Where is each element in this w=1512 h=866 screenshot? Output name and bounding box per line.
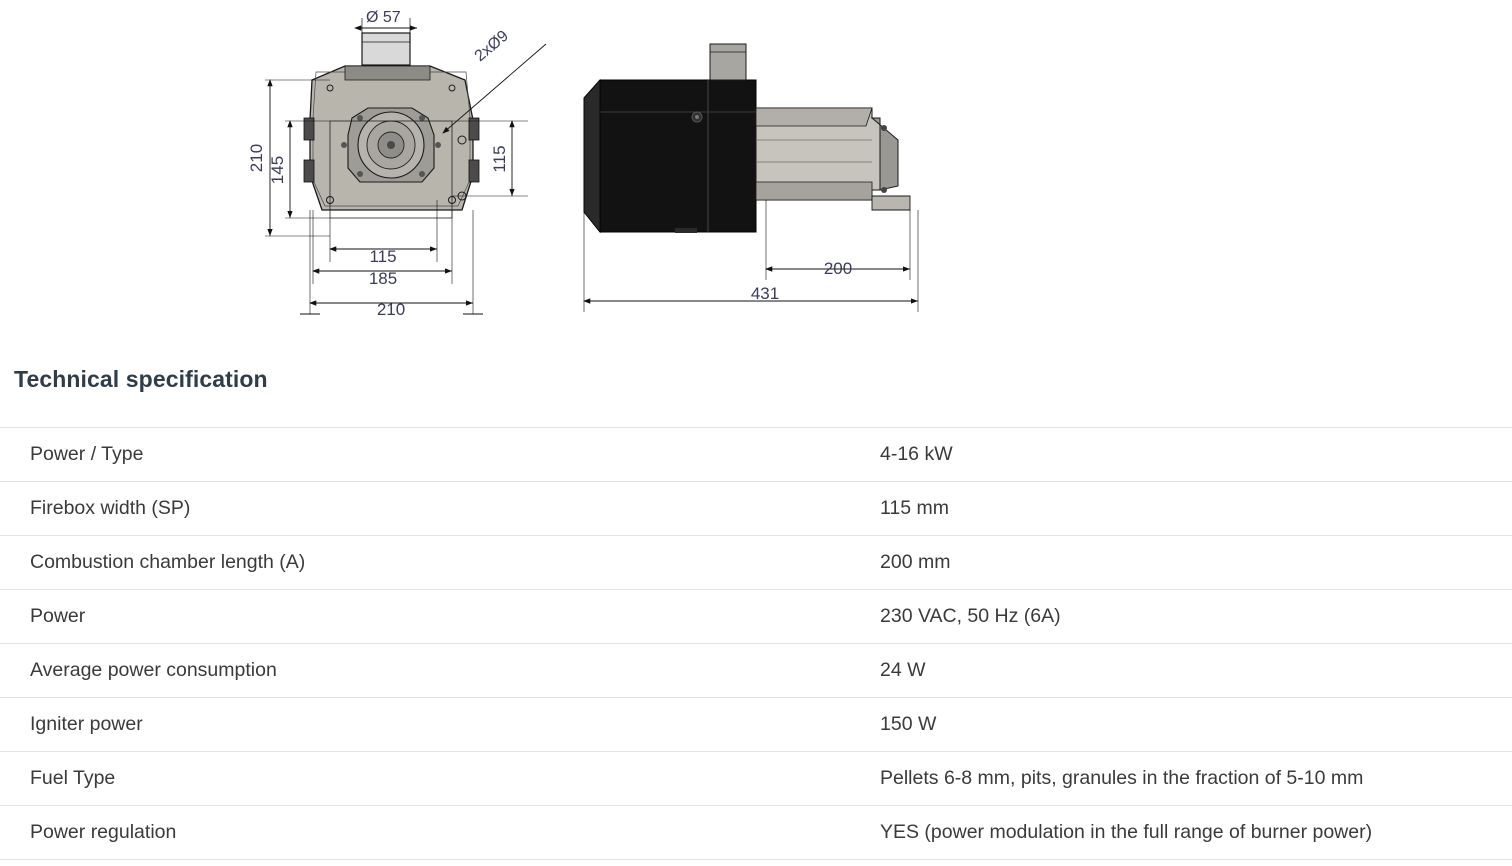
- svg-text:210: 210: [376, 300, 406, 319]
- spec-value: 115 mm: [880, 497, 949, 519]
- spec-value: Pellets 6-8 mm, pits, granules in the fraction of 5-10 mm: [880, 767, 1364, 789]
- spec-label: Combustion chamber length (A): [30, 551, 306, 573]
- spec-value: 230 VAC, 50 Hz (6A): [880, 605, 1061, 627]
- table-row: [0, 428, 1512, 482]
- spec-value: YES (power modulation in the full range of burner power): [880, 821, 1373, 843]
- table-row: [0, 590, 1512, 644]
- spec-label: Power: [30, 605, 86, 627]
- svg-text:431: 431: [750, 284, 780, 303]
- svg-text:210: 210: [247, 143, 266, 173]
- page-title: Technical specification: [14, 366, 268, 392]
- table-row: [0, 536, 1512, 590]
- table-row: [0, 806, 1512, 860]
- spec-label: Fuel Type: [30, 767, 116, 789]
- table-row: [0, 698, 1512, 752]
- spec-value: 150 W: [880, 713, 937, 735]
- spec-label: Igniter power: [30, 713, 143, 735]
- table-row: [0, 644, 1512, 698]
- spec-label: Average power consumption: [30, 659, 277, 681]
- svg-text:145: 145: [268, 155, 287, 185]
- svg-text:115: 115: [490, 145, 509, 173]
- spec-label: Power / Type: [30, 443, 144, 465]
- table-row: [0, 482, 1512, 536]
- svg-text:115: 115: [369, 247, 397, 266]
- technical-specification-table: [0, 427, 1512, 860]
- svg-text:200: 200: [823, 259, 853, 278]
- svg-text:185: 185: [368, 269, 398, 288]
- spec-label: Power regulation: [30, 821, 177, 843]
- svg-text:Ø 57: Ø 57: [366, 9, 401, 26]
- spec-value: 200 mm: [880, 551, 951, 573]
- technical-drawing: [0, 0, 1512, 345]
- spec-label: Firebox width (SP): [30, 497, 191, 519]
- svg-text:2xØ9: 2xØ9: [471, 27, 512, 66]
- table-row: [0, 752, 1512, 806]
- spec-value: 24 W: [880, 659, 926, 681]
- spec-value: 4-16 kW: [880, 443, 953, 465]
